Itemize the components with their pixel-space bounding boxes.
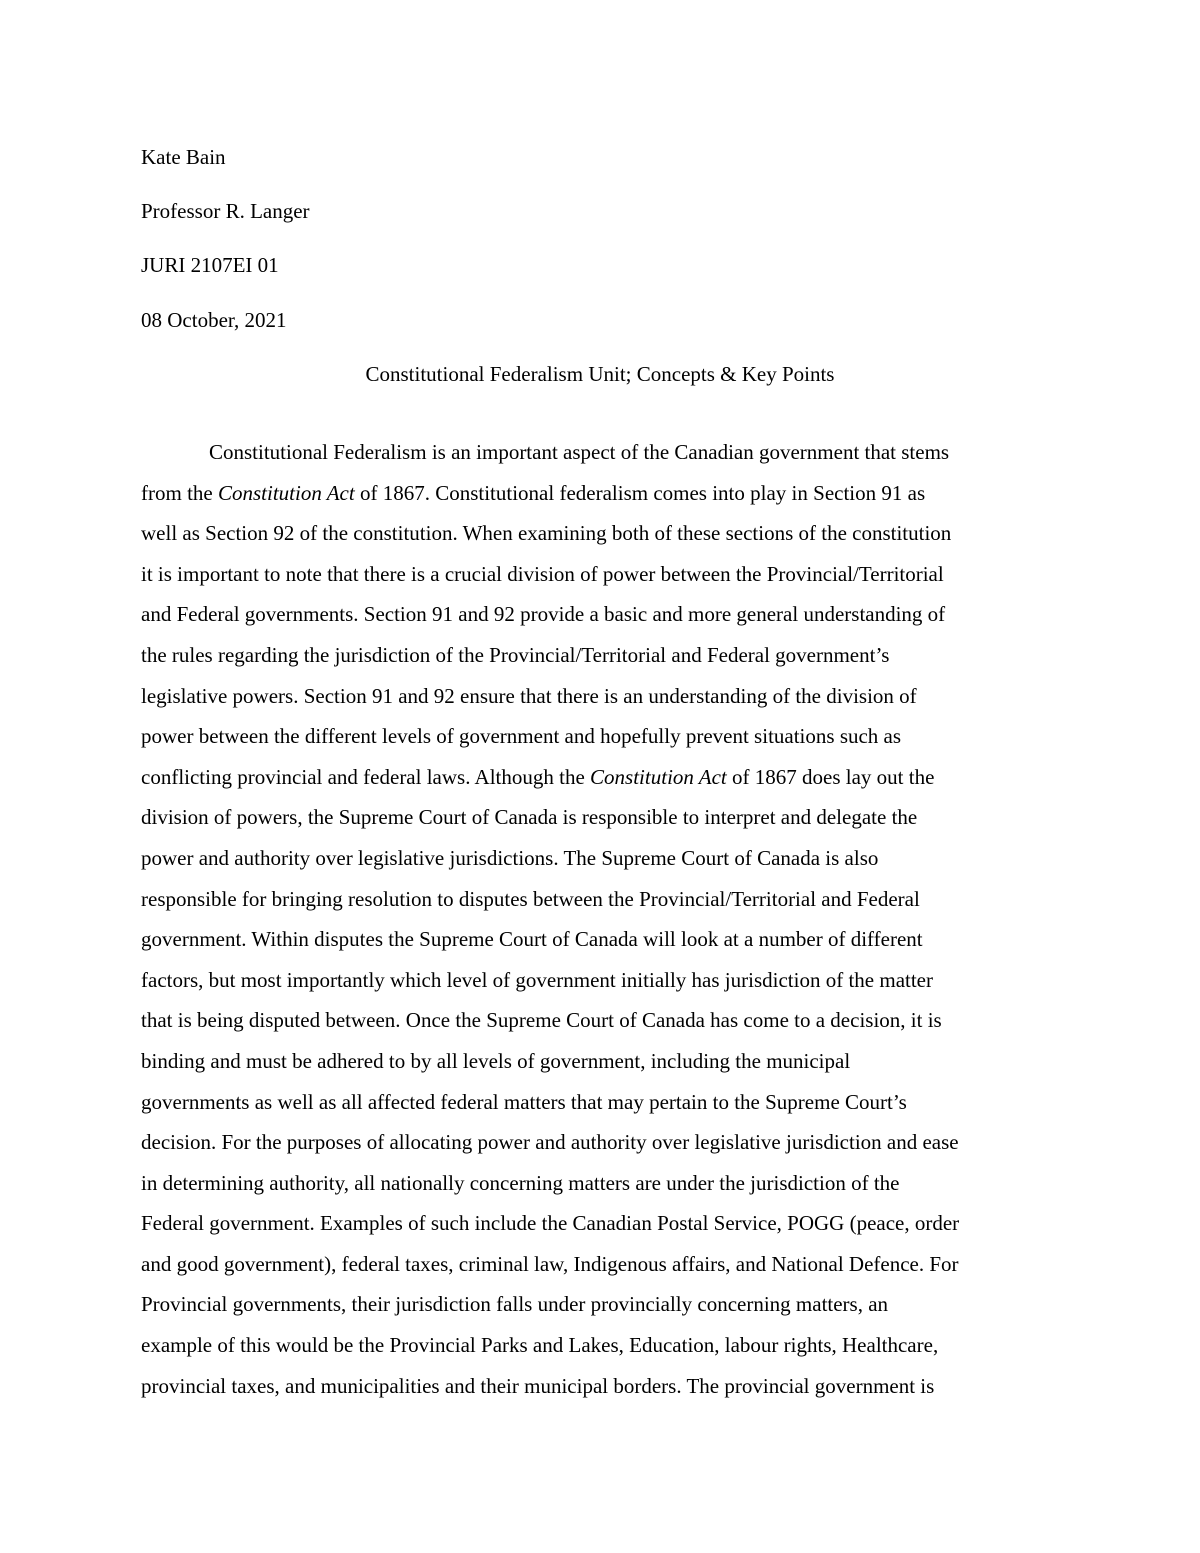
text-run: of 1867 does lay out the <box>726 764 935 789</box>
paragraph-line <box>141 1082 1063 1123</box>
paragraph-line <box>141 1244 1063 1285</box>
text-run: conflicting provincial and federal laws. Although the <box>141 764 591 789</box>
text-run: Constitutional Federalism is an important aspect of the Canadian government that stems <box>209 440 950 464</box>
text-run: responsible for bringing resolution to disputes between the Provincial/Territorial and Federal <box>141 886 920 911</box>
text-run: decision. For the purposes of allocating power and authority over legislative jurisdiction and ease <box>141 1130 959 1155</box>
paragraph-line <box>141 797 1063 838</box>
paragraph-line <box>141 594 1063 635</box>
paragraph-line <box>141 1325 1063 1366</box>
text-run: government. Within disputes the Supreme Court of Canada will look at a number of different <box>141 927 923 952</box>
text-run: and good government), federal taxes, criminal law, Indigenous affairs, and National Defence. For <box>141 1251 959 1276</box>
paragraph-line <box>141 879 1063 920</box>
paragraph-line <box>141 1366 1063 1407</box>
paragraph-line <box>141 919 1063 960</box>
text-run: it is important to note that there is a crucial division of power between the Provincial/Territorial <box>141 561 944 586</box>
text-run: Provincial governments, their jurisdiction falls under provincially concerning matters, an <box>141 1292 889 1317</box>
text-run: binding and must be adhered to by all levels of government, including the municipal <box>141 1048 851 1073</box>
text-run: in determining authority, all nationally concerning matters are under the jurisdiction of the <box>141 1170 900 1195</box>
text-run: factors, but most importantly which level of government initially has jurisdiction of the matter <box>141 967 933 992</box>
paragraph-line <box>141 1122 1063 1163</box>
text-run: well as Section 92 of the constitution. When examining both of these sections of the constitution <box>141 521 952 546</box>
text-run: of 1867. Constitutional federalism comes into play in Section 91 as <box>354 480 926 505</box>
text-run: division of powers, the Supreme Court of Canada is responsible to interpret and delegate the <box>141 805 918 830</box>
text-run: provincial taxes, and municipalities and their municipal borders. The provincial government is <box>141 1373 935 1398</box>
paragraph-line <box>141 960 1063 1001</box>
paragraph-line <box>141 473 1063 514</box>
text-run: power between the different levels of government and hopefully prevent situations such as <box>141 724 902 749</box>
body-paragraph <box>141 432 1063 1406</box>
italic-citation: Constitution Act <box>217 480 355 505</box>
paragraph-line <box>141 635 1063 676</box>
text-run: and Federal governments. Section 91 and 92 provide a basic and more general understanding of <box>141 602 946 627</box>
paragraph-line <box>141 1203 1063 1244</box>
paragraph-line <box>141 554 1063 595</box>
text-run: example of this would be the Provincial Parks and Lakes, Education, labour rights, Healthcare, <box>141 1333 939 1358</box>
text-run: that is being disputed between. Once the Supreme Court of Canada has come to a decision, it is <box>141 1008 942 1033</box>
paragraph-line <box>141 1041 1063 1082</box>
professor-name: Professor R. Langer <box>141 199 310 223</box>
paragraph-line <box>141 1284 1063 1325</box>
paragraph-line <box>141 1163 1063 1204</box>
student-name: Kate Bain <box>141 145 226 169</box>
paragraph-line <box>141 676 1063 717</box>
text-run: legislative powers. Section 91 and 92 ensure that there is an understanding of the division of <box>141 683 917 708</box>
text-run: the rules regarding the jurisdiction of the Provincial/Territorial and Federal government’s <box>141 642 890 667</box>
italic-citation: Constitution Act <box>590 764 727 789</box>
document-date: 08 October, 2021 <box>141 308 287 332</box>
text-run: power and authority over legislative jurisdictions. The Supreme Court of Canada is also <box>141 845 879 870</box>
paragraph-line <box>141 513 1063 554</box>
paragraph-line <box>141 432 1063 473</box>
text-run: from the <box>141 480 218 505</box>
paragraph-line <box>141 1000 1063 1041</box>
paragraph-line <box>141 757 1063 798</box>
text-run: Federal government. Examples of such include the Canadian Postal Service, POGG (peace, order <box>141 1211 960 1236</box>
document-title: Constitutional Federalism Unit; Concepts & Key Points <box>365 362 835 386</box>
course-code: JURI 2107EI 01 <box>141 253 279 277</box>
paragraph-line <box>141 838 1063 879</box>
text-run: governments as well as all affected federal matters that may pertain to the Supreme Court’s <box>141 1089 907 1114</box>
paragraph-line <box>141 716 1063 757</box>
